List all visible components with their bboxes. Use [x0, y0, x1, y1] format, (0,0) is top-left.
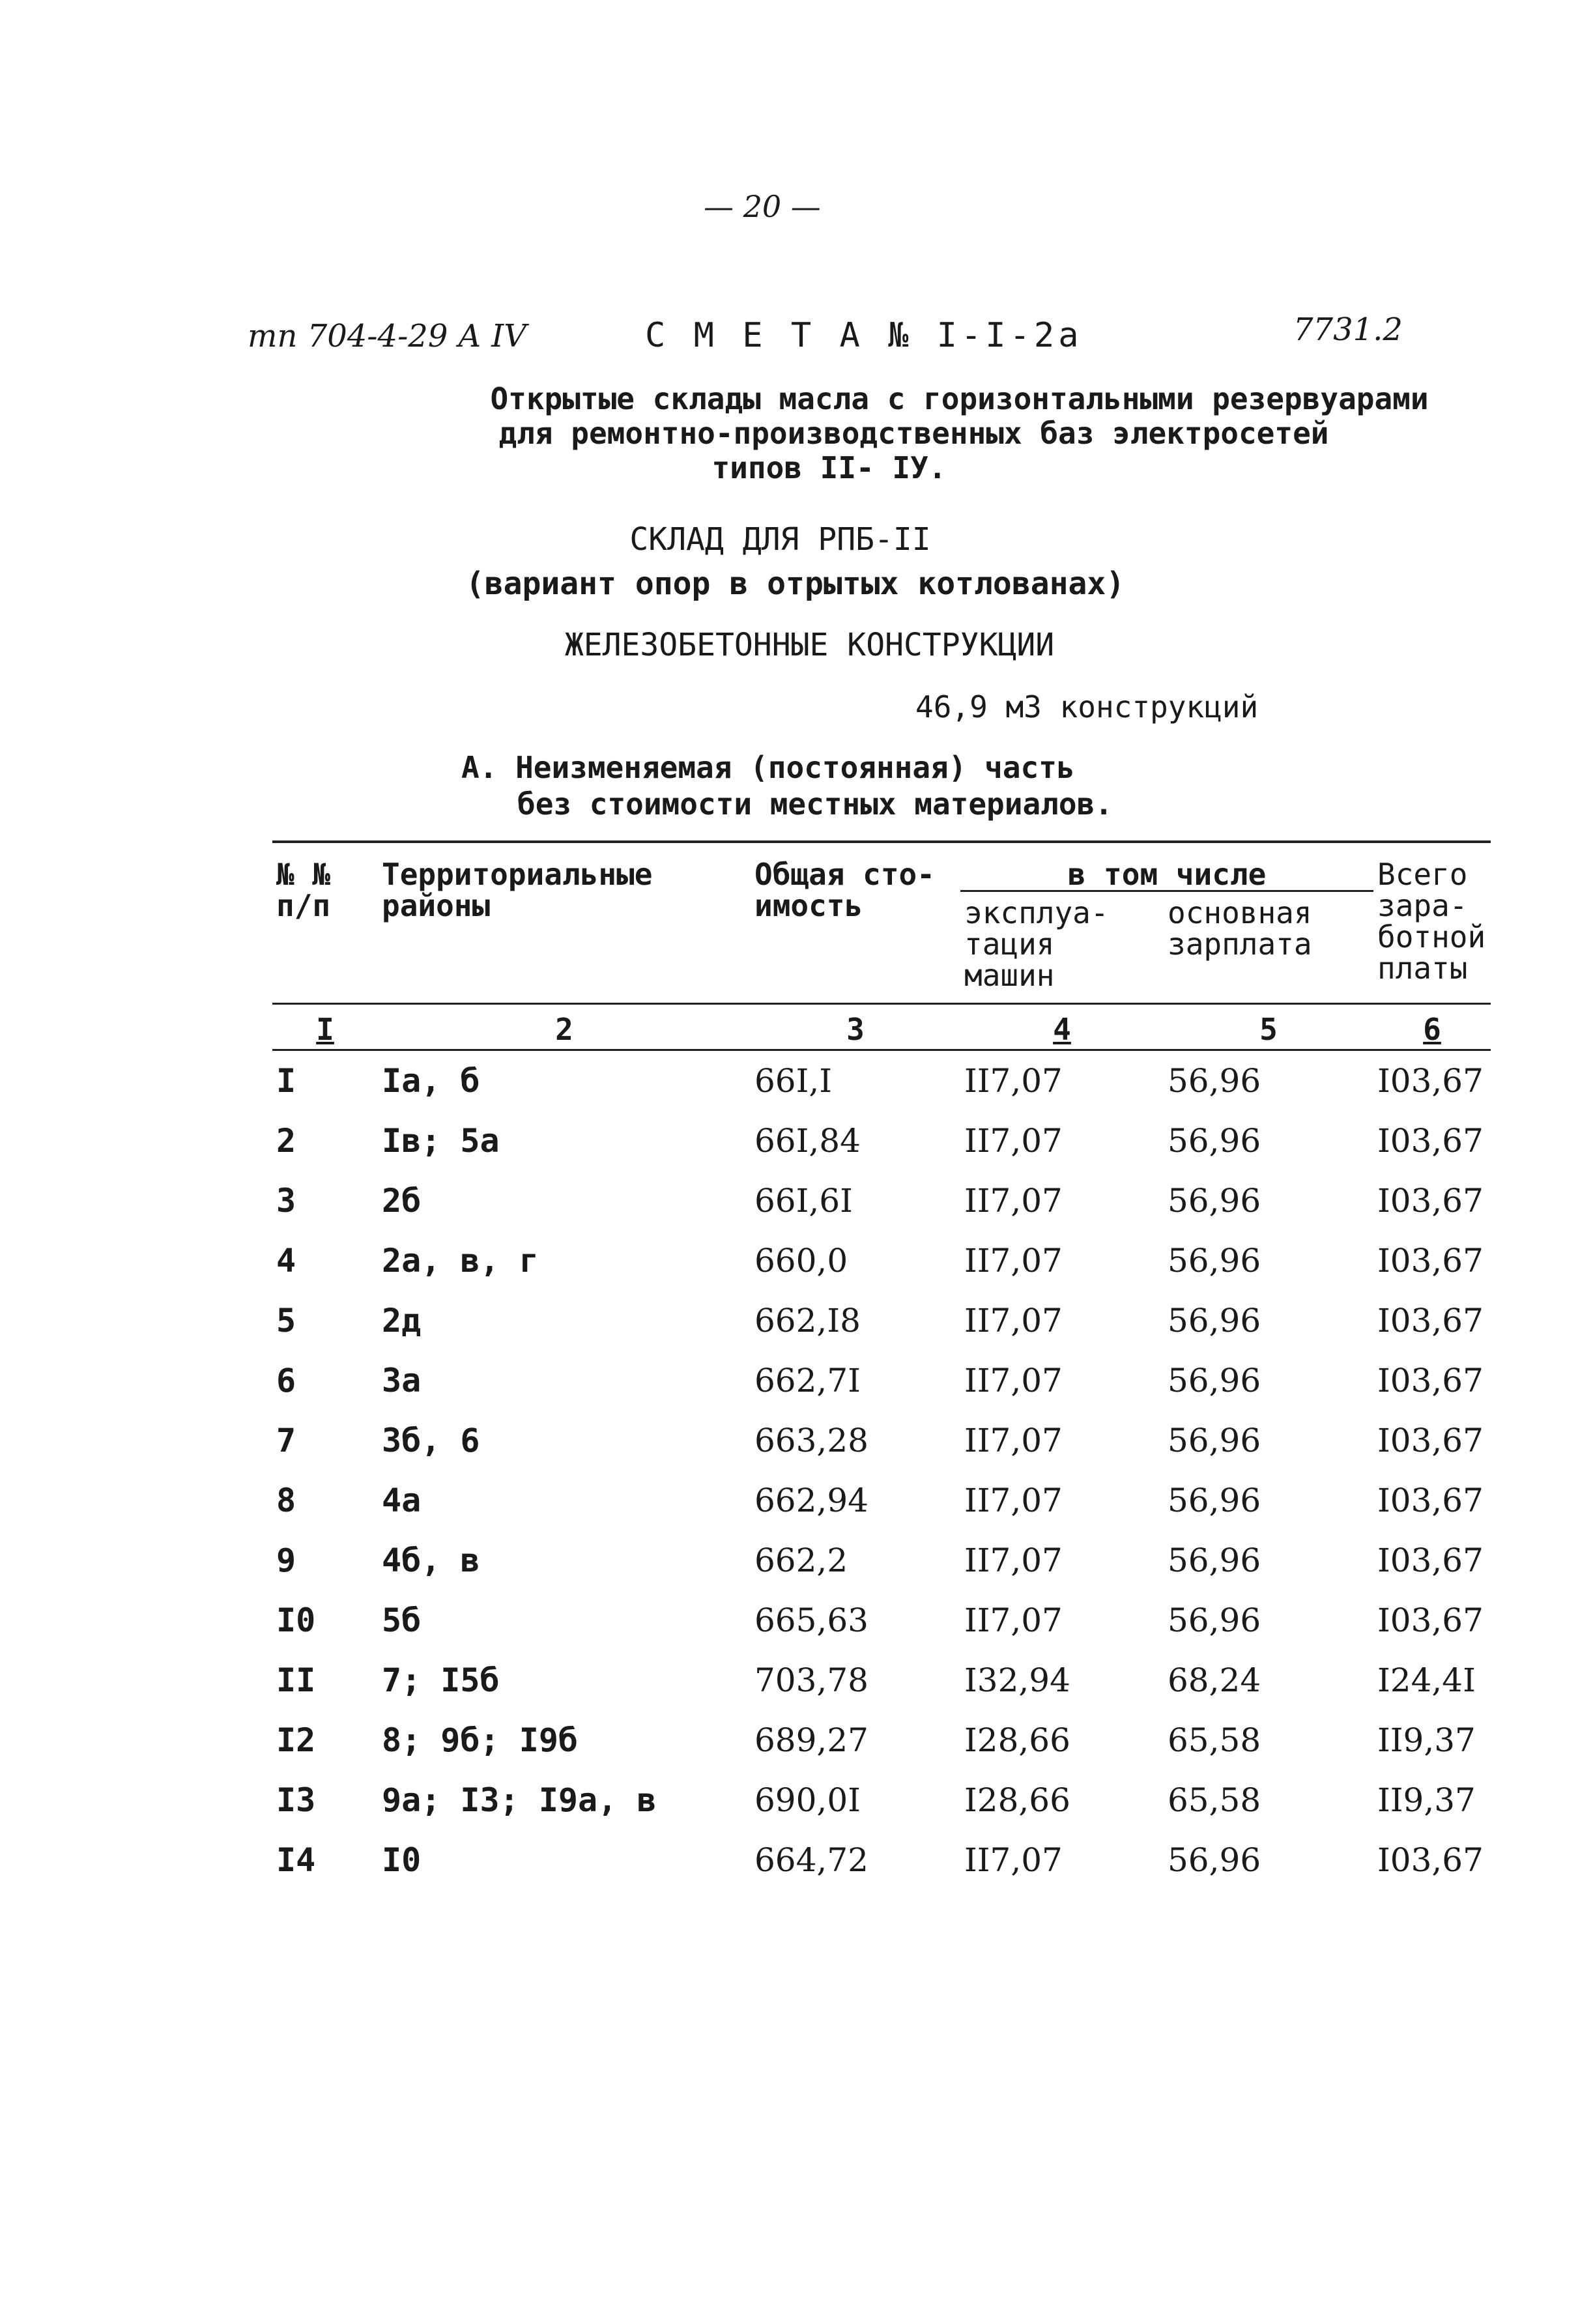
row-base-salary: 56,96	[1168, 1182, 1261, 1220]
row-number: II	[276, 1661, 316, 1699]
row-total-cost: 662,I8	[754, 1302, 861, 1340]
row-total-cost: 664,72	[754, 1841, 868, 1879]
row-machine-operation: I32,94	[964, 1661, 1070, 1699]
row-number: I2	[276, 1721, 316, 1759]
table-row	[272, 1171, 1491, 1231]
row-base-salary: 56,96	[1168, 1302, 1261, 1340]
row-total-cost: 662,2	[754, 1542, 848, 1579]
header-base-salary: основная зарплата	[1168, 895, 1312, 962]
row-number: 5	[276, 1302, 296, 1340]
row-machine-operation: II7,07	[964, 1601, 1063, 1639]
row-wage-total: I03,67	[1377, 1542, 1484, 1579]
page-number: — 20 —	[704, 189, 821, 224]
row-wage-total: I03,67	[1377, 1841, 1484, 1879]
subtitle-line-2: для ремонтно-производственных баз электросетей	[498, 416, 1329, 451]
section-a-line-2: без стоимости местных материалов.	[517, 786, 1113, 822]
row-machine-operation: II7,07	[964, 1242, 1063, 1280]
row-machine-operation: II7,07	[964, 1122, 1063, 1160]
table-row	[272, 1050, 1491, 1112]
row-machine-operation: II7,07	[964, 1362, 1063, 1399]
row-total-cost: 660,0	[754, 1242, 848, 1280]
table-row	[272, 1650, 1491, 1710]
row-region: Iв; 5а	[382, 1122, 500, 1160]
table-row	[272, 1351, 1491, 1411]
header-wage-total: Всего зара-ботной платы	[1373, 842, 1491, 1004]
row-wage-total: I03,67	[1377, 1182, 1484, 1220]
table-body	[272, 1050, 1491, 1891]
row-wage-total: I03,67	[1377, 1601, 1484, 1639]
row-wage-total: II9,37	[1377, 1781, 1476, 1819]
row-total-cost: 690,0I	[754, 1781, 861, 1819]
row-region: 4б, в	[382, 1542, 480, 1579]
row-wage-total: II9,37	[1377, 1721, 1476, 1759]
construction-volume: 46,9 м3 конструкций	[915, 689, 1259, 724]
row-total-cost: 689,27	[754, 1721, 868, 1759]
row-region: 4а	[382, 1482, 422, 1519]
row-wage-total: I03,67	[1377, 1302, 1484, 1340]
row-machine-operation: II7,07	[964, 1482, 1063, 1519]
estimate-table	[272, 840, 1491, 1890]
row-number: I0	[276, 1601, 316, 1639]
table-row	[272, 1291, 1491, 1351]
row-base-salary: 56,96	[1168, 1242, 1261, 1280]
row-region: 3а	[382, 1362, 422, 1399]
row-machine-operation: II7,07	[964, 1182, 1063, 1220]
row-machine-operation: I28,66	[964, 1781, 1070, 1819]
row-base-salary: 56,96	[1168, 1601, 1261, 1639]
column-number-4: 4	[960, 1004, 1164, 1050]
archive-number: 7731.2	[1293, 311, 1403, 348]
row-wage-total: I03,67	[1377, 1242, 1484, 1280]
section-a-heading	[461, 749, 1113, 822]
column-number-5: 5	[1164, 1004, 1373, 1050]
section-a-line-1: А. Неизменяемая (постоянная) часть	[461, 750, 1075, 785]
row-number: 8	[276, 1482, 296, 1519]
row-number: I	[276, 1062, 296, 1100]
row-total-cost: 703,78	[754, 1661, 868, 1699]
row-number: 4	[276, 1242, 296, 1280]
row-total-cost: 663,28	[754, 1422, 868, 1459]
row-region: I0	[382, 1841, 422, 1879]
row-base-salary: 56,96	[1168, 1841, 1261, 1879]
row-total-cost: 662,94	[754, 1482, 868, 1519]
row-total-cost: 66I,84	[754, 1122, 861, 1160]
row-number: 6	[276, 1362, 296, 1399]
row-number: 2	[276, 1122, 296, 1160]
table-row	[272, 1231, 1491, 1291]
constructions-heading: ЖЕЛЕЗОБЕТОННЫЕ КОНСТРУКЦИИ	[564, 627, 1055, 663]
row-base-salary: 65,58	[1168, 1781, 1261, 1819]
row-region: Iа, б	[382, 1062, 480, 1100]
row-machine-operation: I28,66	[964, 1721, 1070, 1759]
table-row	[272, 1830, 1491, 1890]
row-base-salary: 56,96	[1168, 1062, 1261, 1100]
header-number: № № п/п	[272, 842, 378, 1004]
row-total-cost: 665,63	[754, 1601, 868, 1639]
row-base-salary: 56,96	[1168, 1122, 1261, 1160]
table-row	[272, 1710, 1491, 1770]
subtitle-line-3: типов II- IУ.	[711, 450, 947, 485]
column-number-3: 3	[751, 1004, 960, 1050]
header-including: в том числе	[960, 842, 1373, 891]
row-number: 7	[276, 1422, 296, 1459]
table-row	[272, 1530, 1491, 1590]
subtitle-line-1: Открытые склады масла с горизонтальными резервуарами	[490, 381, 1429, 416]
header-total-cost: Общая сто-имость	[751, 842, 960, 1004]
row-region: 2д	[382, 1302, 422, 1340]
estimate-title: С М Е Т А № I-I-2а	[645, 316, 1083, 355]
row-machine-operation: II7,07	[964, 1062, 1063, 1100]
column-number-1: I	[272, 1004, 378, 1050]
row-region: 8; 9б; I9б	[382, 1721, 579, 1759]
header-region: Территориальные районы	[378, 842, 751, 1004]
row-wage-total: I03,67	[1377, 1062, 1484, 1100]
table-row	[272, 1770, 1491, 1830]
header-machine-operation: эксплуа-тация машин	[964, 895, 1109, 993]
row-base-salary: 65,58	[1168, 1721, 1261, 1759]
row-wage-total: I24,4I	[1377, 1661, 1476, 1699]
row-region: 2б	[382, 1182, 422, 1220]
table-row	[272, 1111, 1491, 1171]
row-number: I4	[276, 1841, 316, 1879]
table-row	[272, 1411, 1491, 1470]
row-base-salary: 56,96	[1168, 1422, 1261, 1459]
row-number: 3	[276, 1182, 296, 1220]
row-wage-total: I03,67	[1377, 1362, 1484, 1399]
row-region: 3б, 6	[382, 1422, 480, 1459]
row-region: 5б	[382, 1601, 422, 1639]
variant-heading: (вариант опор в отрытых котлованах)	[465, 566, 1125, 602]
document-code: тп 704-4-29 А IV	[248, 318, 526, 354]
row-base-salary: 56,96	[1168, 1362, 1261, 1399]
row-base-salary: 56,96	[1168, 1542, 1261, 1579]
row-machine-operation: II7,07	[964, 1841, 1063, 1879]
row-number: I3	[276, 1781, 316, 1819]
table-row	[272, 1590, 1491, 1650]
row-base-salary: 68,24	[1168, 1661, 1261, 1699]
row-number: 9	[276, 1542, 296, 1579]
row-total-cost: 662,7I	[754, 1362, 861, 1399]
row-base-salary: 56,96	[1168, 1482, 1261, 1519]
row-wage-total: I03,67	[1377, 1422, 1484, 1459]
row-total-cost: 66I,I	[754, 1062, 833, 1100]
row-machine-operation: II7,07	[964, 1542, 1063, 1579]
row-machine-operation: II7,07	[964, 1302, 1063, 1340]
table-row	[272, 1470, 1491, 1530]
row-region: 7; I5б	[382, 1661, 500, 1699]
row-region: 2а, в, г	[382, 1242, 539, 1280]
row-total-cost: 66I,6I	[754, 1182, 853, 1220]
column-number-6: 6	[1373, 1004, 1491, 1050]
row-wage-total: I03,67	[1377, 1482, 1484, 1519]
column-number-2: 2	[378, 1004, 751, 1050]
row-region: 9а; I3; I9а, в	[382, 1781, 657, 1819]
warehouse-heading: СКЛАД ДЛЯ РПБ-II	[629, 521, 931, 558]
row-machine-operation: II7,07	[964, 1422, 1063, 1459]
row-wage-total: I03,67	[1377, 1122, 1484, 1160]
